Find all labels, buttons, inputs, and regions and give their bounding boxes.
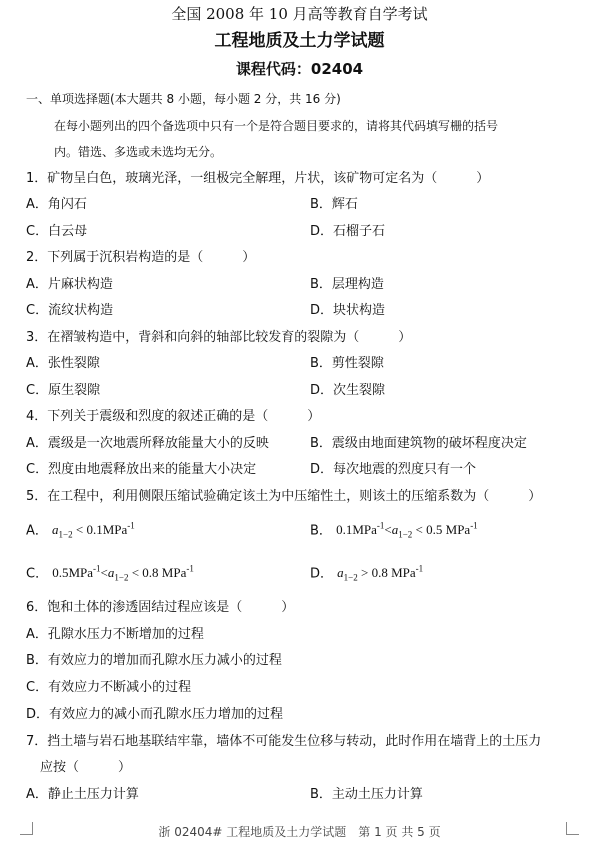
- option-letter: C．: [26, 566, 49, 582]
- question-6-stem: 6．饱和土体的渗透固结过程应该是（ ）: [26, 600, 295, 615]
- subject-title: 工程地质及土力学试题: [214, 31, 385, 51]
- formula-text: 0.1MPa: [336, 522, 377, 538]
- question-6-option-a: A．孔隙水压力不断增加的过程: [26, 627, 204, 642]
- section-heading: 一、单项选择题(本大题共 8 小题，每小题 2 分，共 16 分): [26, 92, 341, 106]
- course-code: 课程代码：02404: [235, 60, 364, 78]
- formula-variable: a: [52, 522, 59, 538]
- question-5-option-c: [26, 561, 194, 586]
- question-7-stem-line-1: 7．挡土墙与岩石地基联结牢靠，墙体不可能发生位移与转动，此时作用在墙背上的土压力: [26, 734, 542, 749]
- formula-text: < 0.5 MPa: [412, 522, 471, 538]
- formula-text: > 0.8 MPa: [357, 565, 416, 581]
- formula-text: < 0.1MPa: [72, 522, 128, 538]
- question-5-stem: 5．在工程中，利用侧限压缩试验确定该土为中压缩性土，则该土的压缩系数为（ ）: [26, 489, 542, 504]
- formula-superscript: -1: [415, 564, 424, 574]
- question-5-option-b: [310, 518, 478, 543]
- question-2-option-a: A．片麻状构造: [26, 277, 113, 292]
- question-1-option-c: C．白云母: [26, 224, 88, 239]
- formula-variable: a: [337, 565, 344, 581]
- question-4-option-d: D．每次地震的烈度只有一个: [310, 462, 477, 477]
- option-letter: A．: [26, 523, 48, 539]
- question-6-option-b: B．有效应力的增加而孔隙水压力减小的过程: [26, 653, 282, 668]
- formula-subscript: 1−2: [58, 529, 73, 540]
- question-7-option-a: A．静止土压力计算: [26, 787, 139, 802]
- question-1-option-d: D．石榴子石: [310, 224, 386, 239]
- option-formula: [336, 521, 478, 540]
- question-3-option-c: C．原生裂隙: [26, 383, 101, 398]
- option-formula: [337, 564, 424, 583]
- formula-superscript: -1: [127, 521, 135, 531]
- formula-subscript: 1−2: [343, 572, 358, 583]
- question-3-stem: 3．在褶皱构造中，背斜和向斜的轴部比较发育的裂隙为（ ）: [26, 330, 412, 345]
- formula-text: < 0.8 MPa: [128, 565, 187, 581]
- option-formula: [52, 521, 135, 540]
- question-4-option-b: B．震级由地面建筑物的破坏程度决定: [310, 436, 527, 451]
- question-4-option-c: C．烈度由地震释放出来的能量大小决定: [26, 462, 257, 477]
- question-3-option-d: D．次生裂隙: [310, 383, 386, 398]
- question-4-option-a: A．震级是一次地震所释放能量大小的反映: [26, 436, 269, 451]
- page-footer: 浙 02404# 工程地质及土力学试题 第 1 页 共 5 页: [158, 825, 441, 839]
- option-letter: D．: [310, 566, 334, 582]
- formula-superscript: -1: [470, 521, 478, 531]
- question-3-option-b: B．剪性裂隙: [310, 356, 384, 371]
- question-4-stem: 4．下列关于震级和烈度的叙述正确的是（ ）: [26, 409, 321, 424]
- question-6-option-d: D．有效应力的减小而孔隙水压力增加的过程: [26, 707, 284, 722]
- question-1-option-b: B．辉石: [310, 197, 358, 212]
- question-2-stem: 2．下列属于沉积岩构造的是（ ）: [26, 250, 256, 265]
- formula-superscript: -1: [376, 521, 385, 531]
- question-7-stem-line-2: 应按（ ）: [40, 760, 132, 775]
- question-2-option-d: D．块状构造: [310, 303, 386, 318]
- formula-variable: a: [107, 565, 115, 581]
- question-7-option-b: B．主动土压力计算: [310, 787, 423, 802]
- formula-superscript: -1: [186, 564, 194, 574]
- formula-variable: a: [391, 522, 399, 538]
- formula-subscript: 1−2: [398, 529, 413, 540]
- option-letter: B．: [310, 523, 332, 539]
- formula-text: 0.5MPa: [52, 565, 94, 581]
- formula-superscript: -1: [93, 564, 101, 574]
- exam-title: 全国 2008 年 10 月高等教育自学考试: [171, 5, 428, 23]
- formula-subscript: 1−2: [114, 572, 129, 583]
- question-6-option-c: C．有效应力不断减小的过程: [26, 680, 192, 695]
- question-5-option-d: [310, 561, 423, 586]
- option-formula: [52, 564, 194, 583]
- formula-operator: <: [384, 522, 392, 538]
- formula-operator: <: [100, 565, 108, 581]
- question-3-option-a: A．张性裂隙: [26, 356, 100, 371]
- question-5-option-a: [26, 518, 135, 543]
- instructions-line-1: 在每小题列出的四个备选项中只有一个是符合题目要求的，请将其代码填写栅的括号: [54, 119, 499, 133]
- question-2-option-c: C．流纹状构造: [26, 303, 114, 318]
- question-1-option-a: A．角闪石: [26, 197, 87, 212]
- question-1-stem: 1．矿物呈白色，玻璃光泽，一组极完全解理，片状，该矿物可定名为（ ）: [26, 171, 490, 186]
- instructions-line-2: 内。错选、多选或未选均无分。: [54, 145, 223, 159]
- question-2-option-b: B．层理构造: [310, 277, 384, 292]
